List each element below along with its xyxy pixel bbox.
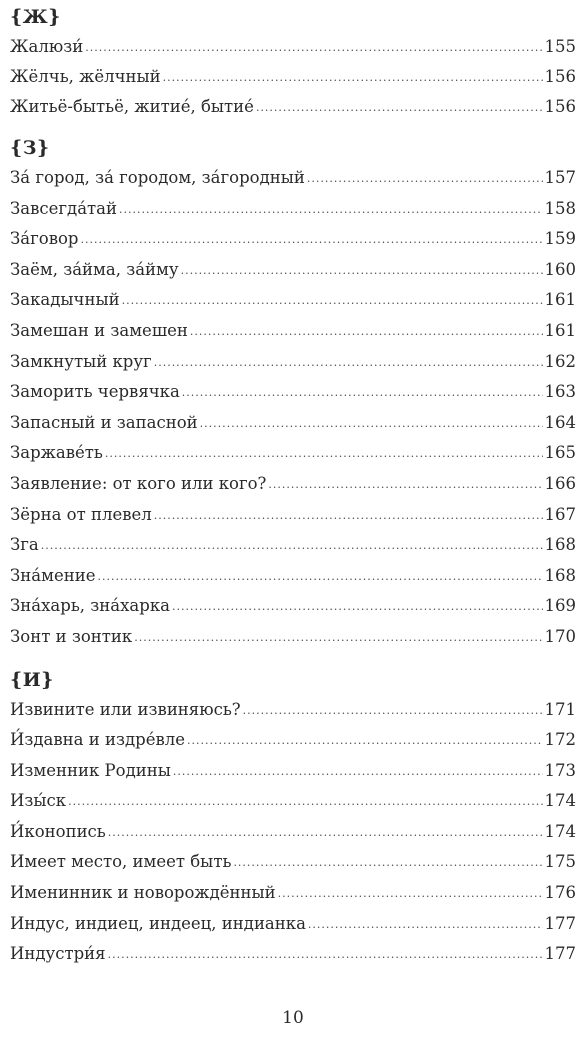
dot-leader <box>41 531 543 562</box>
dot-leader <box>119 195 542 226</box>
entry-title: Замешан и замешен <box>10 320 188 340</box>
toc-entry <box>10 622 576 653</box>
dot-leader <box>243 696 543 727</box>
entry-title: И́конопись <box>10 821 106 841</box>
toc-entry <box>10 786 576 817</box>
entry-page-number: 167 <box>544 504 576 524</box>
toc-entry <box>10 377 576 408</box>
entry-page-number: 175 <box>544 852 576 872</box>
toc-entry <box>10 194 576 225</box>
toc-entry <box>10 62 576 92</box>
entry-page-number: 164 <box>544 412 576 432</box>
entry-title: Изы́ск <box>10 791 67 811</box>
toc-entry <box>10 347 576 378</box>
toc-entry <box>10 591 576 622</box>
entry-page-number: 162 <box>544 351 576 371</box>
entry-page-number: 171 <box>544 699 576 719</box>
toc-entry <box>10 561 576 592</box>
entry-title: Жалюзи́ <box>10 37 84 56</box>
entry-page-number: 161 <box>544 320 576 340</box>
toc-entry <box>10 756 576 787</box>
page-number: 10 <box>282 1008 304 1028</box>
entry-page-number: 170 <box>544 626 576 646</box>
entry-page-number: 165 <box>544 443 576 463</box>
entry-title: Зна́мение <box>10 565 96 585</box>
entry-page-number: 176 <box>544 883 576 903</box>
entry-title: Извините или извиняюсь? <box>10 699 241 719</box>
dot-leader <box>200 409 543 440</box>
section-heading: {И} <box>10 668 54 691</box>
dot-leader <box>163 63 543 93</box>
toc-entry <box>10 500 576 531</box>
entry-page-number: 173 <box>544 760 576 780</box>
toc-entry <box>10 878 576 909</box>
entry-title: Зёрна от плевел <box>10 504 152 524</box>
entry-title: Замкнутый круг <box>10 351 152 371</box>
entry-title: Индустри́я <box>10 944 106 964</box>
section-entries <box>10 32 576 122</box>
dot-leader <box>85 33 542 63</box>
entry-page-number: 172 <box>544 730 576 750</box>
toc-entry <box>10 316 576 347</box>
entry-title: За́ город, за́ городом, за́городный <box>10 168 305 187</box>
toc-entry <box>10 469 576 500</box>
entry-title: Заявление: от кого или кого? <box>10 473 267 493</box>
toc-entry <box>10 438 576 469</box>
entry-page-number: 168 <box>544 535 576 555</box>
section-heading: {Ж} <box>10 6 61 28</box>
toc-entry <box>10 408 576 439</box>
dot-leader <box>97 562 542 593</box>
entry-page-number: 159 <box>544 229 576 249</box>
entry-page-number: 155 <box>544 37 576 56</box>
toc-entry <box>10 163 576 194</box>
toc-entry <box>10 32 576 62</box>
dot-leader <box>190 317 543 348</box>
entry-title: Заём, за́йма, за́йму <box>10 259 179 279</box>
entry-page-number: 168 <box>544 565 576 585</box>
entry-page-number: 161 <box>544 290 576 310</box>
toc-entry <box>10 695 576 726</box>
entry-title: Заморить червячка <box>10 382 180 402</box>
entry-page-number: 174 <box>544 821 576 841</box>
entry-page-number: 177 <box>544 944 576 964</box>
entry-title: Житьё-бытьё, житие́, бытие́ <box>10 97 254 116</box>
entry-title: Запасный и запасной <box>10 412 198 432</box>
entry-page-number: 157 <box>544 168 576 187</box>
entry-page-number: 156 <box>544 97 576 116</box>
dot-leader <box>122 286 543 317</box>
dot-leader <box>256 93 543 123</box>
dot-leader <box>154 501 543 532</box>
entry-title: Жёлчь, жёлчный <box>10 67 161 86</box>
section-entries <box>10 695 576 970</box>
dot-leader <box>105 439 543 470</box>
dot-leader <box>108 940 543 971</box>
entry-title: И́здавна и издре́вле <box>10 730 186 750</box>
toc-entry <box>10 847 576 878</box>
dot-leader <box>80 225 542 256</box>
dot-leader <box>154 348 543 379</box>
entry-page-number: 174 <box>544 791 576 811</box>
dot-leader <box>172 592 543 623</box>
toc-entry <box>10 817 576 848</box>
toc-entry <box>10 909 576 940</box>
dot-leader <box>134 623 542 654</box>
dot-leader <box>108 818 543 849</box>
toc-entry <box>10 725 576 756</box>
entry-title: Изменник Родины <box>10 760 171 780</box>
dot-leader <box>278 879 543 910</box>
entry-title: Зонт и зонтик <box>10 626 133 646</box>
toc-entry <box>10 530 576 561</box>
entry-title: Зга <box>10 535 39 555</box>
section-entries <box>10 163 576 653</box>
entry-title: Именинник и новорождённый <box>10 883 276 903</box>
entry-title: Имеет место, имеет быть <box>10 852 232 872</box>
toc-entry <box>10 939 576 970</box>
dot-leader <box>307 164 543 195</box>
dot-leader <box>268 470 542 501</box>
entry-title: Зна́харь, зна́харка <box>10 596 170 616</box>
toc-entry <box>10 224 576 255</box>
entry-title: Индус, индиец, индеец, индианка <box>10 913 306 933</box>
entry-page-number: 160 <box>544 259 576 279</box>
dot-leader <box>181 256 543 287</box>
toc-entry <box>10 285 576 316</box>
dot-leader <box>187 726 542 757</box>
entry-page-number: 166 <box>544 473 576 493</box>
dot-leader <box>173 757 543 788</box>
table-of-contents <box>10 0 576 970</box>
entry-page-number: 169 <box>544 596 576 616</box>
entry-title: За́говор <box>10 229 79 249</box>
dot-leader <box>233 848 542 879</box>
section-heading: {З} <box>10 137 50 159</box>
toc-entry <box>10 255 576 286</box>
dot-leader <box>308 910 543 941</box>
entry-title: Закадычный <box>10 290 120 310</box>
entry-page-number: 156 <box>544 67 576 86</box>
dot-leader <box>68 787 542 818</box>
dot-leader <box>182 378 543 409</box>
entry-page-number: 177 <box>544 913 576 933</box>
entry-title: Заржаве́ть <box>10 443 103 463</box>
entry-page-number: 158 <box>544 198 576 218</box>
toc-entry <box>10 92 576 122</box>
entry-page-number: 163 <box>544 382 576 402</box>
entry-title: Завсегда́тай <box>10 198 118 218</box>
